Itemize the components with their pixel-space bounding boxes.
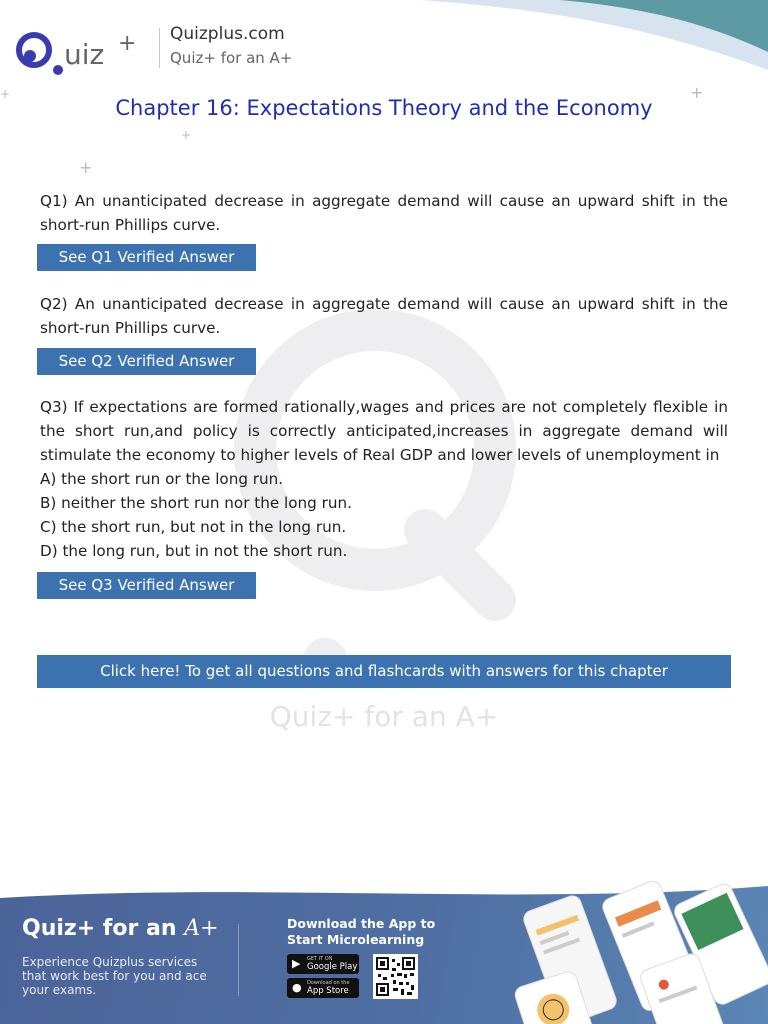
footer-banner	[0, 880, 768, 1024]
question-text: Q1) An unanticipated decrease in aggregate demand will cause an upward shift in the short-run Phillips curve.	[40, 192, 728, 234]
google-play-small-text: GET IT ON	[307, 956, 333, 962]
question-3	[40, 395, 728, 563]
header-tagline: Quiz+ for an A+	[170, 49, 293, 67]
header-divider	[159, 28, 160, 68]
footer-divider	[238, 924, 239, 996]
apple-icon: ●	[292, 981, 302, 994]
google-play-icon: ▶	[292, 957, 301, 970]
footer-description: Experience Quizplus services that work best for you and ace your exams.	[22, 955, 207, 997]
watermark-text: Quiz+ for an A+	[269, 700, 499, 733]
footer-brand-prefix: Quiz+ for an	[22, 916, 177, 941]
get-all-questions-button[interactable]: Click here! To get all questions and flashcards with answers for this chapter	[37, 655, 731, 688]
google-play-button[interactable]	[287, 954, 359, 974]
question-text: Q3) If expectations are formed rationally,wages and prices are not completely flexible in the short run,and policy is correctly anticipated,increases in aggregate demand will stimulate the economy to higher levels of Real GDP and lower levels of unemployment in	[40, 398, 728, 464]
svg-text:uiz: uiz	[64, 38, 105, 71]
site-name[interactable]: Quizplus.com	[170, 24, 285, 44]
plus-decoration: +	[181, 128, 192, 142]
see-q3-answer-button[interactable]: See Q3 Verified Answer	[37, 572, 256, 599]
qr-code-icon[interactable]	[373, 954, 418, 999]
quizplus-logo[interactable]	[14, 24, 146, 80]
chapter-title: Chapter 16: Expectations Theory and the Economy	[115, 96, 653, 120]
answer-option-b: B) neither the short run nor the long run.	[40, 494, 352, 512]
svg-text:+: +	[118, 31, 137, 56]
question-1	[40, 189, 728, 237]
answer-option-d: D) the long run, but in not the short run.	[40, 542, 348, 560]
answer-option-c: C) the short run, but not in the long run.	[40, 518, 347, 536]
app-store-button[interactable]	[287, 978, 359, 998]
plus-decoration: +	[690, 83, 704, 102]
header	[14, 24, 414, 80]
app-store-small-text: Download on the	[307, 980, 350, 986]
app-store-label: App Store	[307, 986, 349, 996]
answer-option-a: A) the short run or the long run.	[40, 470, 284, 488]
download-app-text: Download the App to Start Microlearning	[287, 916, 436, 947]
phone-mockups-image	[500, 880, 768, 1024]
footer-brand-aplus: A+	[184, 916, 219, 941]
google-play-label: Google Play	[307, 962, 358, 972]
see-q1-answer-button[interactable]: See Q1 Verified Answer	[37, 244, 256, 271]
plus-decoration: +	[0, 87, 11, 101]
question-text: Q2) An unanticipated decrease in aggregate demand will cause an upward shift in the short-run Phillips curve.	[40, 295, 728, 337]
plus-decoration: +	[79, 158, 93, 177]
see-q2-answer-button[interactable]: See Q2 Verified Answer	[37, 348, 256, 375]
question-2	[40, 292, 728, 340]
footer-brand	[22, 916, 219, 941]
